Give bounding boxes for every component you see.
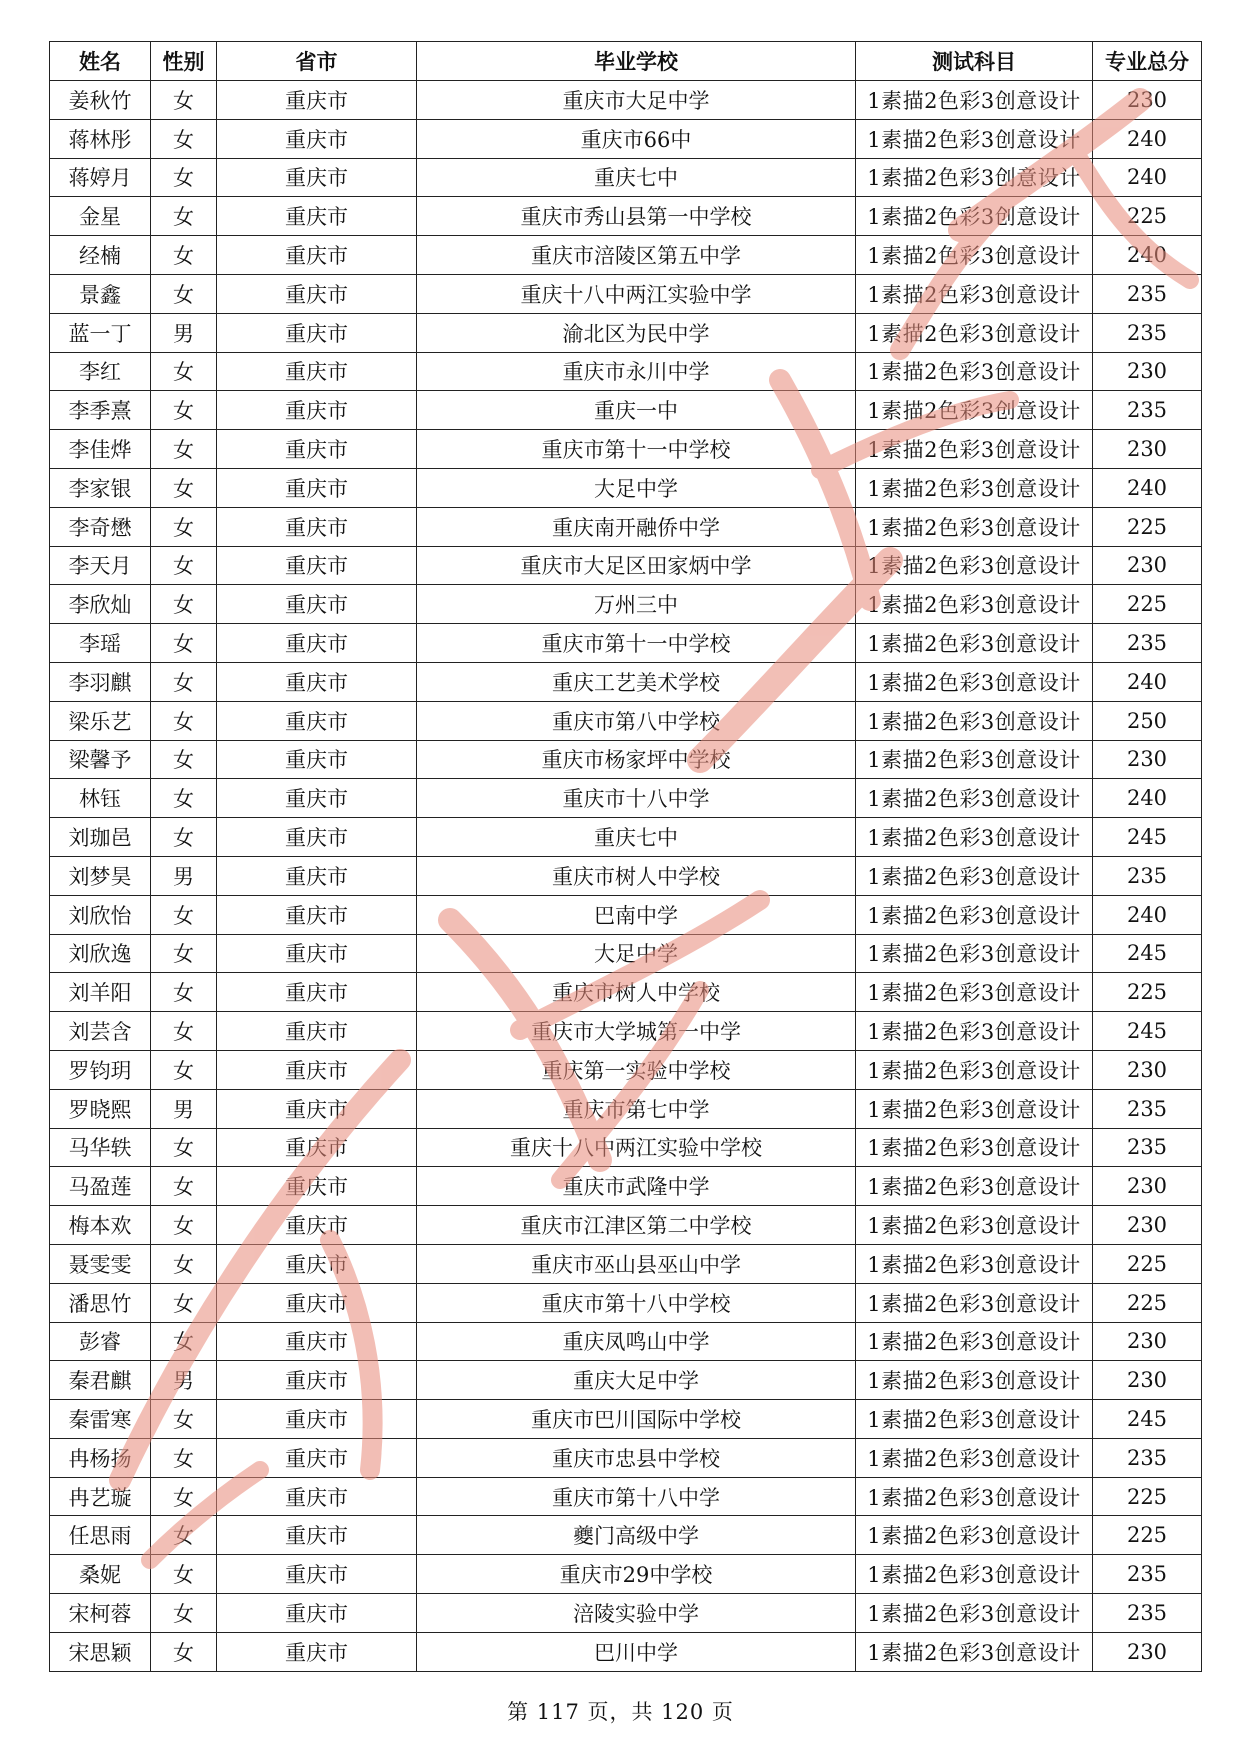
gender-cell: 女 [151,1128,217,1167]
province-cell: 重庆市 [217,1594,417,1633]
province-cell: 重庆市 [217,468,417,507]
province-cell: 重庆市 [217,1322,417,1361]
subjects-cell: 1素描2色彩3创意设计 [856,856,1093,895]
school-cell: 重庆工艺美术学校 [417,662,856,701]
province-cell: 重庆市 [217,197,417,236]
subjects-cell: 1素描2色彩3创意设计 [856,662,1093,701]
name-cell: 林钰 [50,779,151,818]
province-cell: 重庆市 [217,1012,417,1051]
school-cell: 万州三中 [417,585,856,624]
table-row [50,1361,1202,1400]
subjects-cell: 1素描2色彩3创意设计 [856,701,1093,740]
province-cell: 重庆市 [217,1206,417,1245]
school-cell: 重庆市第十一中学校 [417,430,856,469]
school-cell: 重庆市第十八中学 [417,1477,856,1516]
school-cell: 重庆市江津区第二中学校 [417,1206,856,1245]
province-cell: 重庆市 [217,236,417,275]
school-cell: 重庆十八中两江实验中学校 [417,1128,856,1167]
table-row [50,701,1202,740]
gender-cell: 女 [151,1322,217,1361]
province-cell: 重庆市 [217,274,417,313]
province-cell: 重庆市 [217,1438,417,1477]
gender-cell: 女 [151,1206,217,1245]
province-cell: 重庆市 [217,119,417,158]
header-gender: 性别 [151,42,217,81]
school-cell: 重庆市杨家坪中学校 [417,740,856,779]
name-cell: 李红 [50,352,151,391]
gender-cell: 女 [151,1632,217,1671]
school-cell: 巴南中学 [417,895,856,934]
subjects-cell: 1素描2色彩3创意设计 [856,1361,1093,1400]
name-cell: 李佳烨 [50,430,151,469]
name-cell: 潘思竹 [50,1283,151,1322]
province-cell: 重庆市 [217,1477,417,1516]
gender-cell: 女 [151,468,217,507]
subjects-cell: 1素描2色彩3创意设计 [856,1167,1093,1206]
school-cell: 重庆七中 [417,818,856,857]
province-cell: 重庆市 [217,430,417,469]
score-cell: 240 [1093,895,1202,934]
gender-cell: 女 [151,701,217,740]
score-cell: 230 [1093,740,1202,779]
school-cell: 重庆市树人中学校 [417,973,856,1012]
province-cell: 重庆市 [217,1128,417,1167]
header-total-score: 专业总分 [1093,42,1202,81]
score-cell: 245 [1093,818,1202,857]
province-cell: 重庆市 [217,1632,417,1671]
subjects-cell: 1素描2色彩3创意设计 [856,1438,1093,1477]
province-cell: 重庆市 [217,934,417,973]
school-cell: 重庆市第十八中学校 [417,1283,856,1322]
subjects-cell: 1素描2色彩3创意设计 [856,624,1093,663]
score-cell: 230 [1093,430,1202,469]
gender-cell: 女 [151,1244,217,1283]
table-row [50,313,1202,352]
header-subjects: 测试科目 [856,42,1093,81]
table-row [50,274,1202,313]
gender-cell: 女 [151,1594,217,1633]
score-cell: 240 [1093,158,1202,197]
subjects-cell: 1素描2色彩3创意设计 [856,1283,1093,1322]
table-row [50,1400,1202,1439]
province-cell: 重庆市 [217,895,417,934]
table-row [50,856,1202,895]
subjects-cell: 1素描2色彩3创意设计 [856,391,1093,430]
gender-cell: 男 [151,1361,217,1400]
gender-cell: 女 [151,585,217,624]
table-row [50,81,1202,120]
table-body [50,81,1202,1672]
name-cell: 蒋林彤 [50,119,151,158]
province-cell: 重庆市 [217,391,417,430]
gender-cell: 女 [151,1555,217,1594]
gender-cell: 女 [151,624,217,663]
score-cell: 235 [1093,391,1202,430]
score-cell: 250 [1093,701,1202,740]
name-cell: 李瑶 [50,624,151,663]
table-row [50,779,1202,818]
name-cell: 冉艺璇 [50,1477,151,1516]
table-row [50,1555,1202,1594]
gender-cell: 女 [151,1477,217,1516]
score-cell: 235 [1093,274,1202,313]
name-cell: 梁乐艺 [50,701,151,740]
subjects-cell: 1素描2色彩3创意设计 [856,468,1093,507]
gender-cell: 女 [151,430,217,469]
score-cell: 235 [1093,624,1202,663]
page-footer: 第 117 页，共 120 页 [507,1700,734,1724]
school-cell: 重庆市大足区田家炳中学 [417,546,856,585]
name-cell: 宋柯蓉 [50,1594,151,1633]
province-cell: 重庆市 [217,1555,417,1594]
name-cell: 李天月 [50,546,151,585]
subjects-cell: 1素描2色彩3创意设计 [856,352,1093,391]
school-cell: 重庆市秀山县第一中学校 [417,197,856,236]
name-cell: 金星 [50,197,151,236]
subjects-cell: 1素描2色彩3创意设计 [856,585,1093,624]
school-cell: 重庆市忠县中学校 [417,1438,856,1477]
name-cell: 梅本欢 [50,1206,151,1245]
score-cell: 230 [1093,81,1202,120]
school-cell: 重庆市29中学校 [417,1555,856,1594]
province-cell: 重庆市 [217,779,417,818]
subjects-cell: 1素描2色彩3创意设计 [856,1400,1093,1439]
subjects-cell: 1素描2色彩3创意设计 [856,507,1093,546]
name-cell: 彭睿 [50,1322,151,1361]
header-name: 姓名 [50,42,151,81]
table-row [50,430,1202,469]
score-cell: 235 [1093,1555,1202,1594]
table-row [50,1128,1202,1167]
gender-cell: 女 [151,274,217,313]
name-cell: 蒋婷月 [50,158,151,197]
province-cell: 重庆市 [217,313,417,352]
gender-cell: 女 [151,1050,217,1089]
province-cell: 重庆市 [217,1516,417,1555]
results-table [49,41,1202,1672]
subjects-cell: 1素描2色彩3创意设计 [856,1206,1093,1245]
subjects-cell: 1素描2色彩3创意设计 [856,973,1093,1012]
name-cell: 马盈莲 [50,1167,151,1206]
name-cell: 李奇懋 [50,507,151,546]
gender-cell: 女 [151,662,217,701]
gender-cell: 女 [151,236,217,275]
province-cell: 重庆市 [217,158,417,197]
name-cell: 蓝一丁 [50,313,151,352]
subjects-cell: 1素描2色彩3创意设计 [856,934,1093,973]
table-row [50,1050,1202,1089]
table-row [50,1089,1202,1128]
score-cell: 230 [1093,1361,1202,1400]
subjects-cell: 1素描2色彩3创意设计 [856,818,1093,857]
score-cell: 230 [1093,1632,1202,1671]
subjects-cell: 1素描2色彩3创意设计 [856,1516,1093,1555]
school-cell: 夔门高级中学 [417,1516,856,1555]
score-cell: 235 [1093,1438,1202,1477]
school-cell: 大足中学 [417,934,856,973]
header-province: 省市 [217,42,417,81]
score-cell: 225 [1093,1516,1202,1555]
province-cell: 重庆市 [217,856,417,895]
score-cell: 235 [1093,1128,1202,1167]
province-cell: 重庆市 [217,740,417,779]
table-row [50,468,1202,507]
score-cell: 240 [1093,236,1202,275]
table-row [50,1012,1202,1051]
school-cell: 重庆市武隆中学 [417,1167,856,1206]
table-row [50,1167,1202,1206]
results-table-container [49,41,1201,1672]
name-cell: 刘欣怡 [50,895,151,934]
score-cell: 240 [1093,119,1202,158]
score-cell: 240 [1093,468,1202,507]
subjects-cell: 1素描2色彩3创意设计 [856,1322,1093,1361]
school-cell: 重庆市66中 [417,119,856,158]
school-cell: 重庆十八中两江实验中学 [417,274,856,313]
school-cell: 重庆市涪陵区第五中学 [417,236,856,275]
table-row [50,352,1202,391]
table-row [50,895,1202,934]
school-cell: 重庆市第十一中学校 [417,624,856,663]
province-cell: 重庆市 [217,1283,417,1322]
gender-cell: 男 [151,856,217,895]
table-row [50,1477,1202,1516]
score-cell: 225 [1093,507,1202,546]
subjects-cell: 1素描2色彩3创意设计 [856,1632,1093,1671]
score-cell: 225 [1093,1477,1202,1516]
province-cell: 重庆市 [217,1244,417,1283]
province-cell: 重庆市 [217,818,417,857]
name-cell: 刘羊阳 [50,973,151,1012]
score-cell: 225 [1093,973,1202,1012]
name-cell: 聂雯雯 [50,1244,151,1283]
table-row [50,1244,1202,1283]
score-cell: 230 [1093,1206,1202,1245]
school-cell: 重庆市巴川国际中学校 [417,1400,856,1439]
table-row [50,391,1202,430]
subjects-cell: 1素描2色彩3创意设计 [856,1477,1093,1516]
score-cell: 225 [1093,1244,1202,1283]
name-cell: 李欣灿 [50,585,151,624]
school-cell: 大足中学 [417,468,856,507]
province-cell: 重庆市 [217,546,417,585]
gender-cell: 女 [151,934,217,973]
table-row [50,507,1202,546]
school-cell: 重庆市大学城第一中学 [417,1012,856,1051]
subjects-cell: 1素描2色彩3创意设计 [856,1012,1093,1051]
subjects-cell: 1素描2色彩3创意设计 [856,274,1093,313]
gender-cell: 女 [151,119,217,158]
school-cell: 重庆市树人中学校 [417,856,856,895]
gender-cell: 女 [151,1400,217,1439]
school-cell: 重庆市第八中学校 [417,701,856,740]
school-cell: 重庆市巫山县巫山中学 [417,1244,856,1283]
score-cell: 230 [1093,546,1202,585]
gender-cell: 女 [151,391,217,430]
province-cell: 重庆市 [217,662,417,701]
name-cell: 冉杨扬 [50,1438,151,1477]
province-cell: 重庆市 [217,352,417,391]
subjects-cell: 1素描2色彩3创意设计 [856,895,1093,934]
gender-cell: 女 [151,1012,217,1051]
subjects-cell: 1素描2色彩3创意设计 [856,430,1093,469]
table-row [50,1438,1202,1477]
table-row [50,1206,1202,1245]
school-cell: 重庆市大足中学 [417,81,856,120]
school-cell: 重庆凤鸣山中学 [417,1322,856,1361]
name-cell: 刘欣逸 [50,934,151,973]
score-cell: 235 [1093,1089,1202,1128]
name-cell: 李家银 [50,468,151,507]
province-cell: 重庆市 [217,1400,417,1439]
gender-cell: 女 [151,895,217,934]
table-row [50,624,1202,663]
name-cell: 经楠 [50,236,151,275]
province-cell: 重庆市 [217,81,417,120]
table-row [50,1283,1202,1322]
subjects-cell: 1素描2色彩3创意设计 [856,779,1093,818]
name-cell: 刘珈邑 [50,818,151,857]
score-cell: 230 [1093,1322,1202,1361]
school-cell: 重庆七中 [417,158,856,197]
gender-cell: 女 [151,1167,217,1206]
score-cell: 225 [1093,585,1202,624]
gender-cell: 女 [151,197,217,236]
name-cell: 李季熹 [50,391,151,430]
province-cell: 重庆市 [217,1089,417,1128]
table-row [50,1594,1202,1633]
table-row [50,197,1202,236]
score-cell: 225 [1093,197,1202,236]
score-cell: 235 [1093,856,1202,895]
province-cell: 重庆市 [217,1361,417,1400]
table-row [50,236,1202,275]
name-cell: 刘芸含 [50,1012,151,1051]
name-cell: 任思雨 [50,1516,151,1555]
gender-cell: 女 [151,507,217,546]
school-cell: 渝北区为民中学 [417,313,856,352]
subjects-cell: 1素描2色彩3创意设计 [856,158,1093,197]
gender-cell: 男 [151,1089,217,1128]
score-cell: 235 [1093,1594,1202,1633]
score-cell: 240 [1093,662,1202,701]
score-cell: 230 [1093,352,1202,391]
school-cell: 重庆第一实验中学校 [417,1050,856,1089]
subjects-cell: 1素描2色彩3创意设计 [856,1050,1093,1089]
school-cell: 重庆南开融侨中学 [417,507,856,546]
table-row [50,818,1202,857]
gender-cell: 女 [151,1516,217,1555]
province-cell: 重庆市 [217,1167,417,1206]
score-cell: 235 [1093,313,1202,352]
province-cell: 重庆市 [217,973,417,1012]
gender-cell: 女 [151,779,217,818]
name-cell: 刘梦昊 [50,856,151,895]
province-cell: 重庆市 [217,624,417,663]
subjects-cell: 1素描2色彩3创意设计 [856,313,1093,352]
name-cell: 罗晓熙 [50,1089,151,1128]
gender-cell: 女 [151,973,217,1012]
table-row [50,1632,1202,1671]
gender-cell: 女 [151,352,217,391]
name-cell: 秦雷寒 [50,1400,151,1439]
name-cell: 宋思颖 [50,1632,151,1671]
table-row [50,1322,1202,1361]
header-school: 毕业学校 [417,42,856,81]
subjects-cell: 1素描2色彩3创意设计 [856,1244,1093,1283]
gender-cell: 女 [151,81,217,120]
province-cell: 重庆市 [217,1050,417,1089]
gender-cell: 女 [151,818,217,857]
name-cell: 李羽麒 [50,662,151,701]
score-cell: 240 [1093,779,1202,818]
name-cell: 桑妮 [50,1555,151,1594]
subjects-cell: 1素描2色彩3创意设计 [856,1128,1093,1167]
score-cell: 225 [1093,1283,1202,1322]
subjects-cell: 1素描2色彩3创意设计 [856,1594,1093,1633]
school-cell: 重庆市第七中学 [417,1089,856,1128]
gender-cell: 女 [151,1283,217,1322]
subjects-cell: 1素描2色彩3创意设计 [856,1555,1093,1594]
table-row [50,973,1202,1012]
score-cell: 245 [1093,1012,1202,1051]
name-cell: 姜秋竹 [50,81,151,120]
score-cell: 245 [1093,934,1202,973]
province-cell: 重庆市 [217,701,417,740]
school-cell: 重庆大足中学 [417,1361,856,1400]
name-cell: 罗钧玥 [50,1050,151,1089]
table-row [50,158,1202,197]
gender-cell: 女 [151,158,217,197]
province-cell: 重庆市 [217,507,417,546]
gender-cell: 女 [151,1438,217,1477]
school-cell: 巴川中学 [417,1632,856,1671]
name-cell: 秦君麒 [50,1361,151,1400]
table-row [50,740,1202,779]
name-cell: 梁馨予 [50,740,151,779]
table-row [50,546,1202,585]
table-row [50,934,1202,973]
school-cell: 涪陵实验中学 [417,1594,856,1633]
table-row [50,1516,1202,1555]
name-cell: 景鑫 [50,274,151,313]
subjects-cell: 1素描2色彩3创意设计 [856,119,1093,158]
gender-cell: 男 [151,313,217,352]
subjects-cell: 1素描2色彩3创意设计 [856,546,1093,585]
subjects-cell: 1素描2色彩3创意设计 [856,1089,1093,1128]
subjects-cell: 1素描2色彩3创意设计 [856,81,1093,120]
subjects-cell: 1素描2色彩3创意设计 [856,236,1093,275]
province-cell: 重庆市 [217,585,417,624]
subjects-cell: 1素描2色彩3创意设计 [856,740,1093,779]
score-cell: 230 [1093,1167,1202,1206]
school-cell: 重庆市永川中学 [417,352,856,391]
school-cell: 重庆一中 [417,391,856,430]
table-row [50,585,1202,624]
table-row [50,662,1202,701]
table-row [50,119,1202,158]
gender-cell: 女 [151,740,217,779]
score-cell: 230 [1093,1050,1202,1089]
name-cell: 马华轶 [50,1128,151,1167]
score-cell: 245 [1093,1400,1202,1439]
gender-cell: 女 [151,546,217,585]
subjects-cell: 1素描2色彩3创意设计 [856,197,1093,236]
school-cell: 重庆市十八中学 [417,779,856,818]
table-header-row [50,42,1202,81]
